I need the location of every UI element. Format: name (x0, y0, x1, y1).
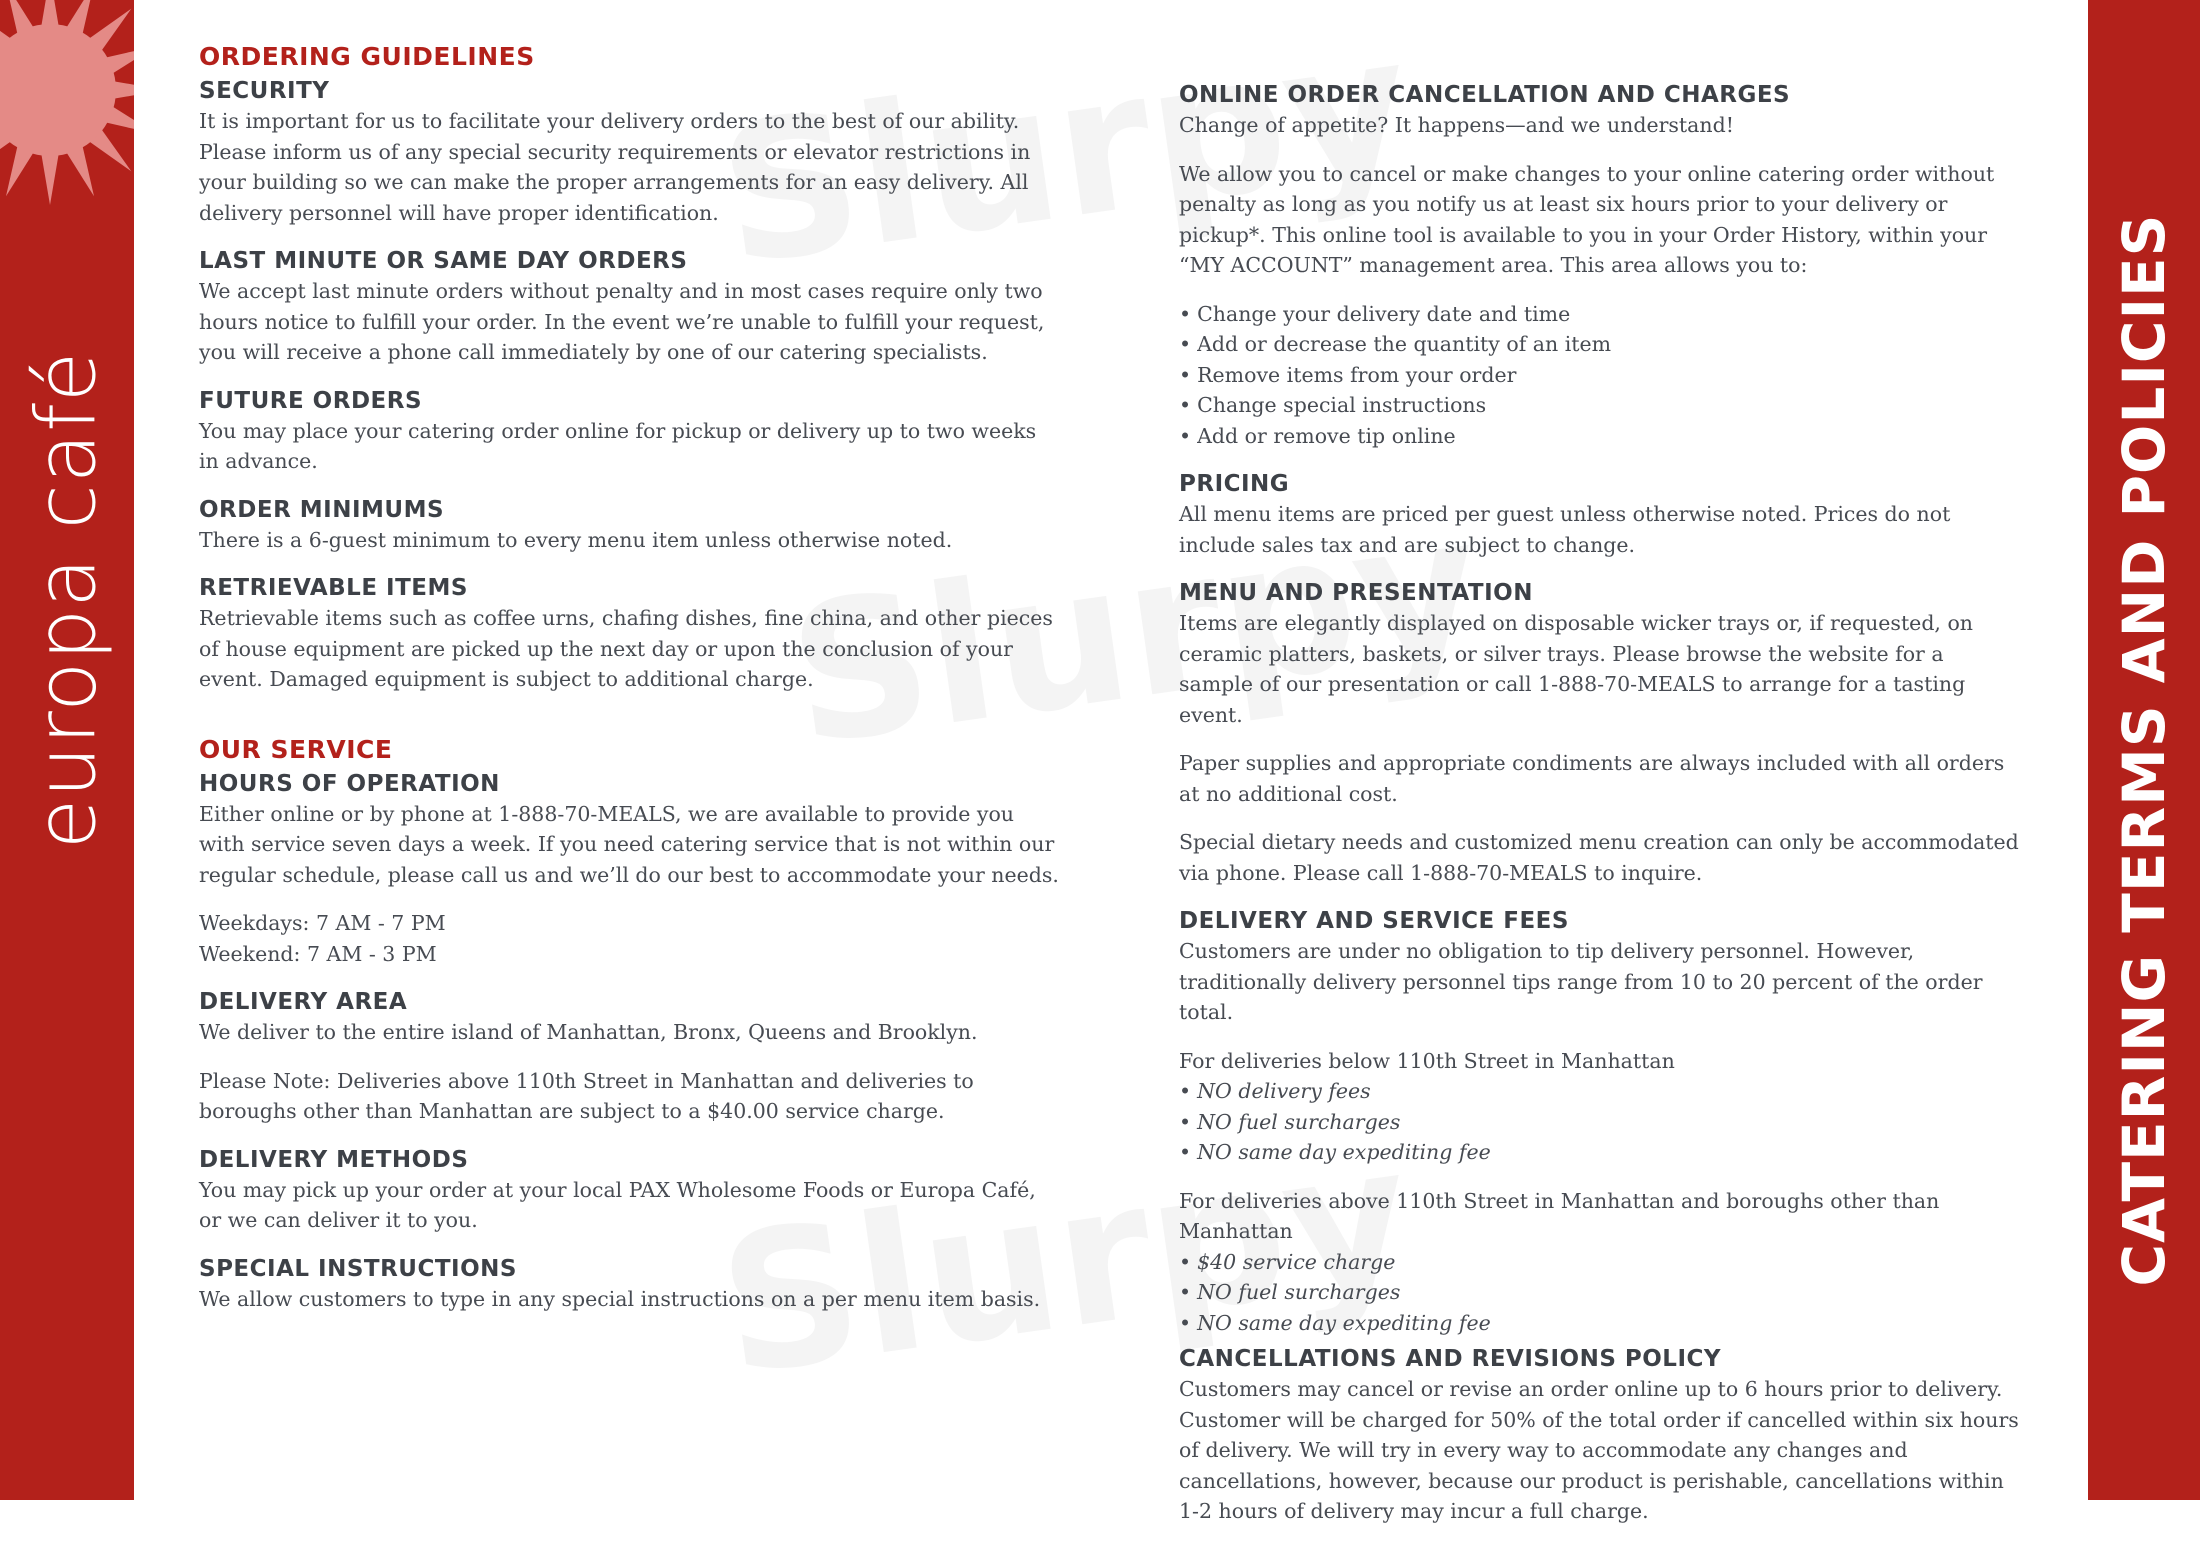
future-orders-text: You may place your catering order online for pickup or delivery up to two weeks in advance. (199, 418, 1037, 473)
order-minimums-heading: ORDER MINIMUMS (199, 496, 445, 523)
below-110th-label: For deliveries below 110th Street in Manhattan (1179, 1048, 1675, 1073)
dietary-needs-text: Special dietary needs and customized menu creation can only be accommodated via phone. Please call 1-888-70-MEALS to inquire. (1179, 830, 2019, 885)
last-minute-text: We accept last minute orders without penalty and in most cases require only two hours notice to fulfill your order. In the event we’re unable to fulfill your request, you will receive a phone call immediately by one of our catering specialists. (199, 279, 1045, 364)
future-orders-heading: FUTURE ORDERS (199, 387, 423, 414)
left-column (199, 42, 1059, 1332)
menu-presentation-heading: MENU AND PRESENTATION (1179, 580, 1533, 606)
security-heading: SECURITY (199, 78, 330, 104)
menu-presentation-text: Items are elegantly displayed on disposable wicker trays or, if requested, on ceramic platters, baskets, or silver trays. Please browse the website for a sample of our presentation or call 1-888-70-MEALS to arrange for a tasting event. (1179, 611, 1974, 727)
below-110th-list (1179, 1076, 2024, 1168)
fees-text: Customers are under no obligation to tip delivery personnel. However, traditionally delivery personnel tips range from 10 to 20 percent of the order total. (1179, 939, 1983, 1024)
security-text: It is important for us to facilitate your delivery orders to the best of our ability. Please inform us of any special security requirements or elevator restrictions in your building so we can make the proper arrangements for an easy delivery. All delivery personnel will have proper identification. (199, 109, 1031, 225)
our-service-title: OUR SERVICE (199, 734, 393, 764)
policy-heading: CANCELLATIONS AND REVISIONS POLICY (1179, 1346, 1722, 1372)
brand-sidebar (0, 0, 134, 1500)
delivery-area-text: We deliver to the entire island of Manhattan, Bronx, Queens and Brooklyn. (199, 1020, 978, 1044)
delivery-area-note: Please Note: Deliveries above 110th Street in Manhattan and deliveries to boroughs other than Manhattan are subject to a $40.00 service charge. (199, 1068, 974, 1123)
list-item: • Change special instructions (1179, 393, 1487, 417)
list-item: • $40 service charge (1179, 1249, 1396, 1274)
list-item: • Add or remove tip online (1179, 423, 1456, 448)
hours-heading: HOURS OF OPERATION (199, 770, 500, 797)
list-item: • NO same day expediting fee (1179, 1310, 1491, 1335)
above-110th-list (1179, 1247, 2024, 1339)
last-minute-heading: LAST MINUTE OR SAME DAY ORDERS (199, 248, 688, 274)
right-column (1179, 80, 2024, 1545)
pricing-heading: PRICING (1179, 471, 1290, 497)
above-110th-label: For deliveries above 110th Street in Manhattan and boroughs other than Manhattan (1179, 1188, 1940, 1243)
special-instructions-heading: SPECIAL INSTRUCTIONS (199, 1255, 517, 1282)
special-instructions-text: We allow customers to type in any special instructions on a per menu item basis. (199, 1286, 1041, 1311)
cancellation-intro: Change of appetite? It happens—and we understand! (1179, 113, 1734, 137)
policy-text: Customers may cancel or revise an order online up to 6 hours prior to delivery. Customer will be charged for 50% of the total order if cancelled within six hours of delivery. We will try in every way to accommodate any changes and cancellations, however, because our product is perishable, cancellations within 1-2 hours of delivery may incur a full charge. (1179, 1377, 2019, 1523)
account-options-list (1179, 299, 2024, 452)
list-item: • Add or decrease the quantity of an item (1179, 332, 1612, 356)
page-side-title: CATERING TERMS AND POLICIES (2110, 213, 2178, 1287)
order-minimums-text: There is a 6-guest minimum to every menu item unless otherwise noted. (199, 527, 953, 552)
hours-weekdays: Weekdays: 7 AM - 7 PM (199, 911, 446, 935)
brand-name: europa café (19, 350, 115, 850)
paper-supplies-text: Paper supplies and appropriate condiments are always included with all orders at no additional cost. (1179, 751, 2005, 806)
ordering-guidelines-title: ORDERING GUIDELINES (199, 42, 535, 71)
list-item: • NO fuel surcharges (1179, 1109, 1401, 1134)
retrievable-items-text: Retrievable items such as coffee urns, chafing dishes, fine china, and other pieces of house equipment are picked up the next day or upon the conclusion of your event. Damaged equipment is subject to additional charge. (199, 606, 1053, 691)
pricing-text: All menu items are priced per guest unless otherwise noted. Prices do not include sales tax and are subject to change. (1179, 502, 1951, 557)
hours-text: Either online or by phone at 1-888-70-MEALS, we are available to provide you with service seven days a week. If you need catering service that is not within our regular schedule, please call us and we’ll do our best to accommodate your needs. (199, 801, 1059, 887)
cancellation-heading: ONLINE ORDER CANCELLATION AND CHARGES (1179, 82, 1791, 108)
sun-logo-icon (0, 0, 134, 210)
retrievable-items-heading: RETRIEVABLE ITEMS (199, 575, 468, 601)
list-item: • NO same day expediting fee (1179, 1140, 1491, 1164)
list-item: • NO delivery fees (1179, 1079, 1371, 1103)
list-item: • NO fuel surcharges (1179, 1280, 1401, 1304)
cancellation-text: We allow you to cancel or make changes to your online catering order without penalty as long as you notify us at least six hours prior to your delivery or pickup*. This online tool is available to you in your Order History, within your “MY ACCOUNT” management area. This area allows you to: (1179, 161, 1995, 277)
hours-weekend: Weekend: 7 AM - 3 PM (199, 941, 437, 966)
list-item: • Remove items from your order (1179, 362, 1517, 387)
delivery-area-heading: DELIVERY AREA (199, 989, 408, 1015)
list-item: • Change your delivery date and time (1179, 301, 1571, 326)
delivery-methods-text: You may pick up your order at your local PAX Wholesome Foods or Europa Café, or we can deliver it to you. (199, 1177, 1036, 1232)
fees-heading: DELIVERY AND SERVICE FEES (1179, 908, 1569, 934)
delivery-methods-heading: DELIVERY METHODS (199, 1146, 469, 1173)
